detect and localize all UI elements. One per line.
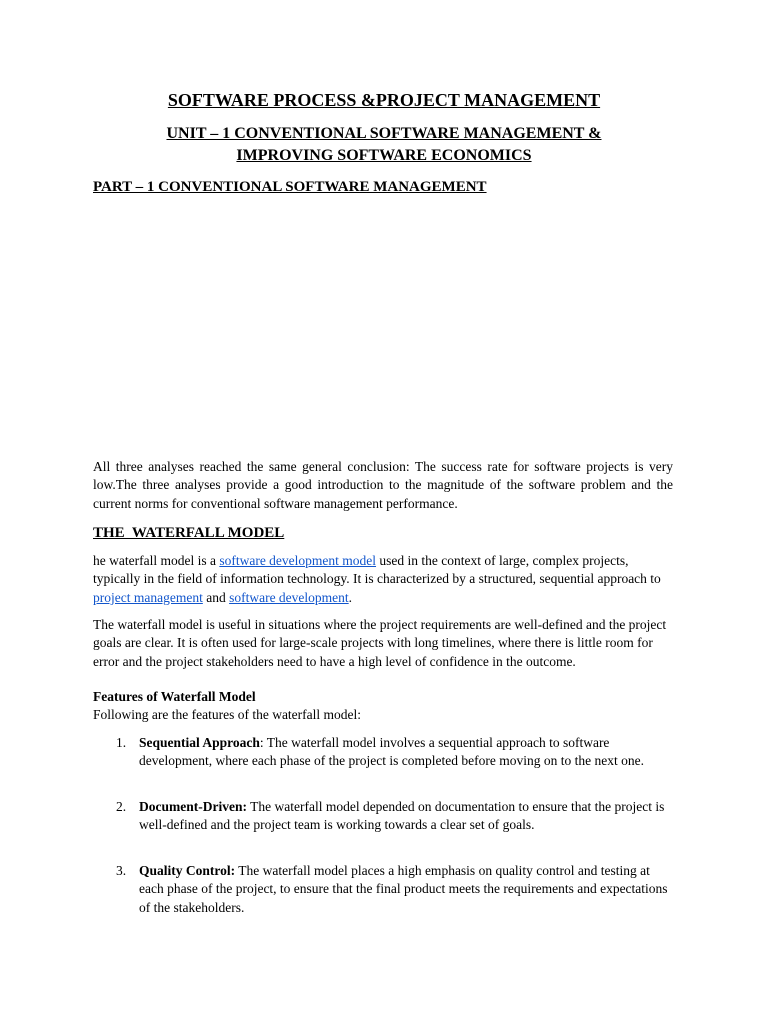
list-item-body xyxy=(139,862,673,917)
list-item-text: The waterfall model places a high emphasis on quality control and testing at each phase of the project, to ensure that the final product meets the requirements and expectations of the stakeholders. xyxy=(139,863,668,915)
list-item-body xyxy=(139,734,673,771)
project-management-link[interactable]: project management xyxy=(93,589,203,605)
list-item-term: Document-Driven: xyxy=(139,799,247,814)
waterfall-text-b: used in the context of large, complex projects, typically in the field of information technology. It is characterized by a structured, sequential approach to xyxy=(93,553,661,587)
list-item-number: 3. xyxy=(116,863,127,878)
waterfall-paragraph-2: The waterfall model is useful in situations where the project requirements are well-defined and the project goals are clear. It is often used for large-scale projects with long timelines, where there is little room for error and the project stakeholders need to have a high level of confidence in the outcome. xyxy=(93,617,667,669)
list-item-text: : The waterfall model involves a sequential approach to software development, where each phase of the project is completed before moving on to the next one. xyxy=(139,735,644,769)
list-item-number: 2. xyxy=(116,799,127,814)
document-title: SOFTWARE PROCESS &PROJECT MANAGEMENT xyxy=(167,90,601,110)
waterfall-heading: THE WATERFALL MODEL xyxy=(93,525,285,541)
part-heading: PART – 1 CONVENTIONAL SOFTWARE MANAGEMENT xyxy=(93,179,487,195)
list-item-text: The waterfall model depended on documentation to ensure that the project is well-defined and the project team is working towards a clear set of goals. xyxy=(139,799,665,833)
waterfall-text-c: and xyxy=(202,589,230,605)
software-development-model-link[interactable]: software development model xyxy=(219,553,377,568)
list-item-body xyxy=(139,798,673,835)
list-item-term: Quality Control: xyxy=(139,863,236,878)
list-item-number: 1. xyxy=(116,735,127,750)
intro-paragraph: All three analyses reached the same general conclusion: The success rate for software projects is very low.The three analyses provide a good introduction to the magnitude of the software problem and the current norms for conventional software management performance. xyxy=(93,459,673,511)
waterfall-text-a: he waterfall model is a xyxy=(93,553,220,568)
waterfall-text-d: . xyxy=(348,589,353,605)
list-item-term: Sequential Approach xyxy=(139,735,260,750)
software-development-link[interactable]: software development xyxy=(229,589,349,605)
features-heading: Features of Waterfall Model xyxy=(93,689,256,704)
unit-heading-line-1: UNIT – 1 CONVENTIONAL SOFTWARE MANAGEMENT & xyxy=(166,125,602,142)
unit-heading-line-2: IMPROVING SOFTWARE ECONOMICS xyxy=(236,147,532,164)
features-intro: Following are the features of the waterfall model: xyxy=(93,707,362,722)
waterfall-paragraph-1 xyxy=(93,552,673,607)
